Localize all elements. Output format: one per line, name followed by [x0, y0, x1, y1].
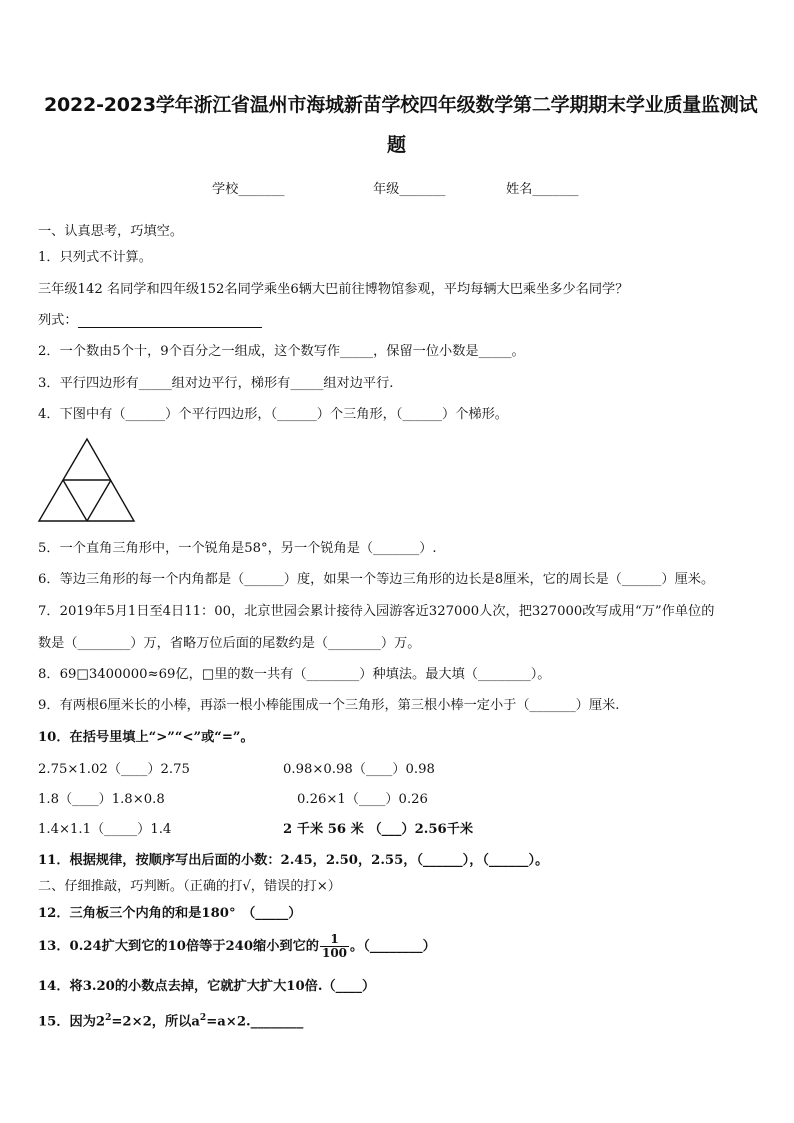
school-field: 学校_______	[212, 182, 285, 197]
page-title-line1: 2022-2023学年浙江省温州市海城新苗学校四年级数学第二学期期末学业质量监测试	[44, 94, 758, 116]
question-15-part3: =a×2.________	[206, 1014, 304, 1030]
question-10-item-1: 2.75×1.02（____）2.75	[38, 762, 190, 777]
question-10-item-5: 1.4×1.1（_____）1.4	[38, 822, 172, 837]
question-5: 5．一个直角三角形中，一个锐角是58°，另一个锐角是（_______）.	[38, 541, 437, 556]
name-field: 姓名_______	[506, 182, 579, 197]
question-12: 12．三角板三个内角的和是180° （_____）	[38, 906, 302, 921]
question-13	[38, 933, 436, 960]
question-6: 6．等边三角形的每一个内角都是（______）度，如果一个等边三角形的边长是8厘米，它的周长是（______）厘米。	[38, 572, 715, 587]
question-10-item-6: 2 千米 56 米 （___）2.56千米	[283, 822, 474, 837]
question-2: 2．一个数由5个十，9个百分之一组成，这个数写作_____，保留一位小数是_____。	[38, 344, 525, 359]
question-15-part1: 15．因为2	[38, 1014, 106, 1030]
question-10-item-3: 1.8（____）1.8×0.8	[38, 792, 165, 807]
question-7-line2: 数是（________）万，省略万位后面的尾数约是（________）万。	[38, 636, 421, 651]
grade-field: 年级_______	[373, 182, 446, 197]
section1-heading: 一、认真思考，巧填空。	[38, 224, 184, 239]
exponent-2: 2	[199, 1013, 207, 1023]
fraction-one-hundredth	[320, 933, 349, 960]
inner-line-left	[63, 480, 87, 521]
question-1-answer-label: 列式：	[38, 313, 78, 328]
question-8: 8．69□3400000≈69亿，□里的数一共有（________）种填法。最大填（________）。	[38, 667, 551, 682]
section2-heading: 二、仔细推敲，巧判断。（正确的打√，错误的打×）	[38, 879, 341, 894]
question-1-text: 三年级142 名同学和四年级152名同学乘坐6辆大巴前往博物馆参观，平均每辆大巴乘坐多少名同学？	[38, 282, 629, 297]
question-15-part2: =2×2，所以a	[111, 1014, 200, 1030]
page-title-line2: 题	[387, 134, 406, 156]
question-4: 4．下图中有（______）个平行四边形，（______）个三角形，（______）个梯形。	[38, 407, 508, 422]
question-9: 9．有两根6厘米长的小棒，再添一根小棒能围成一个三角形，第三根小棒一定小于（_______）厘米.	[38, 698, 620, 713]
question-10-label: 10．在括号里填上“>”“<”或“=”。	[38, 730, 254, 745]
fraction-denominator: 100	[321, 946, 348, 960]
question-13-text: 13．0.24扩大到它的10倍等于240缩小到它的	[38, 939, 319, 954]
triangle-figure	[37, 437, 137, 525]
question-13-answer: 。（________）	[350, 939, 436, 954]
question-15	[38, 1010, 303, 1030]
inner-line-right	[87, 480, 111, 521]
question-11: 11．根据规律，按顺序写出后面的小数：2.45，2.50，2.55，（______），（______）。	[38, 853, 549, 868]
question-10-item-4: 0.26×1（____）0.26	[297, 792, 428, 807]
question-14: 14．将3.20的小数点去掉，它就扩大扩大10倍.（____）	[38, 979, 376, 994]
exponent-1: 2	[105, 1013, 112, 1023]
answer-line	[78, 327, 262, 328]
question-10-item-2: 0.98×0.98（____）0.98	[283, 762, 435, 777]
question-7-line1: 7．2019年5月1日至4日11：00，北京世园会累计接待入园游客近327000人次，把327000改写成用“万”作单位的	[38, 604, 715, 619]
question-3: 3．平行四边形有_____组对边平行，梯形有_____组对边平行.	[38, 376, 394, 391]
fraction-numerator: 1	[320, 933, 349, 947]
question-1-label: 1．只列式不计算。	[38, 250, 152, 265]
